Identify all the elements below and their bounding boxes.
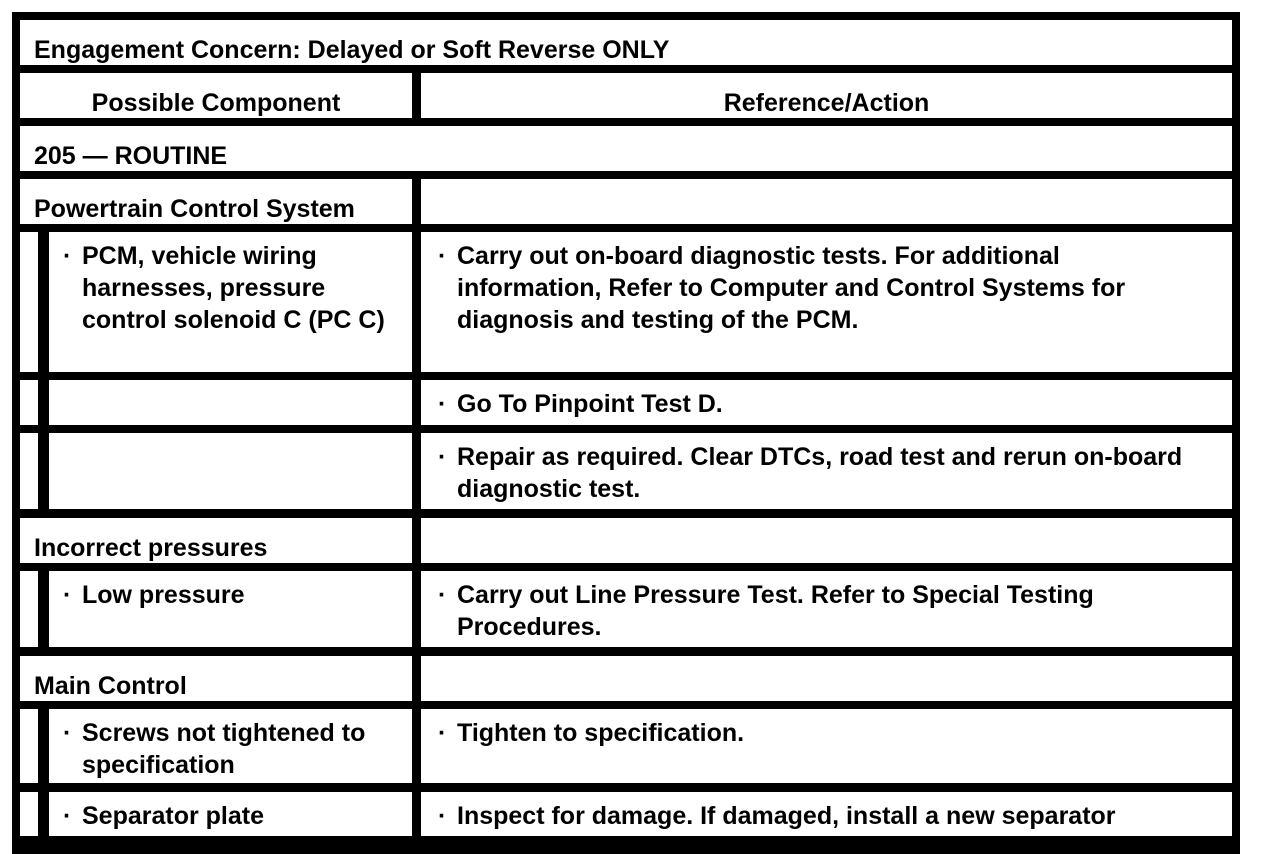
bullet: ·	[63, 802, 72, 830]
table-row-action	[421, 709, 1232, 783]
component-text: Low pressure	[82, 581, 245, 609]
indent-cell	[20, 232, 38, 372]
table-row-component	[49, 433, 412, 509]
table-row-action	[421, 232, 1232, 372]
table-row-action	[421, 433, 1232, 509]
action-text: Repair as required. Clear DTCs, road test and rerun on-board diagnostic test.	[457, 443, 1183, 503]
table-row-component	[49, 571, 412, 647]
indent-cell	[20, 792, 38, 836]
action-text: Inspect for damage. If damaged, install a new separator	[457, 802, 1116, 830]
bullet: ·	[438, 581, 447, 609]
header-possible-component	[20, 73, 412, 118]
action-text: Carry out on-board diagnostic tests. For additional information, Refer to Computer and Control Systems for diagnosis and testing of the PCM.	[457, 242, 1126, 334]
group-action-empty	[421, 179, 1232, 224]
bullet: ·	[438, 719, 447, 747]
bullet: ·	[438, 242, 447, 270]
table-row-component	[49, 792, 412, 836]
group-name: Incorrect pressures	[34, 534, 268, 562]
section-row	[20, 126, 1232, 171]
indent-cell	[20, 571, 38, 647]
group-powertrain-control-system	[20, 179, 412, 224]
bullet: ·	[63, 581, 72, 609]
section-label: 205 — ROUTINE	[34, 142, 228, 170]
component-text: PCM, vehicle wiring harnesses, pressure control solenoid C (PC C)	[82, 242, 385, 334]
table-title-text: Engagement Concern: Delayed or Soft Reverse ONLY	[34, 36, 670, 64]
action-text: Carry out Line Pressure Test. Refer to Special Testing Procedures.	[457, 581, 1094, 641]
indent-cell	[20, 709, 38, 783]
table-row-component	[49, 232, 412, 372]
group-action-empty	[421, 656, 1232, 701]
table-title	[20, 20, 1232, 65]
header-action-label: Reference/Action	[723, 89, 930, 117]
bullet: ·	[438, 390, 447, 418]
action-text: Go To Pinpoint Test D.	[457, 390, 723, 418]
header-component-label: Possible Component	[91, 89, 341, 117]
group-incorrect-pressures	[20, 518, 412, 563]
table-row-component	[49, 709, 412, 783]
component-text: Screws not tightened to specification	[82, 719, 366, 779]
table-row-action	[421, 380, 1232, 425]
table-row-component	[49, 380, 412, 425]
header-reference-action	[421, 73, 1232, 118]
table-row-action	[421, 792, 1232, 836]
group-main-control	[20, 656, 412, 701]
bullet: ·	[63, 719, 72, 747]
group-name: Main Control	[34, 672, 187, 700]
group-name: Powertrain Control System	[34, 195, 355, 223]
group-action-empty	[421, 518, 1232, 563]
bullet: ·	[438, 802, 447, 830]
bullet: ·	[63, 242, 72, 270]
indent-cell	[20, 380, 38, 425]
diagnostic-table	[12, 12, 1240, 854]
table-row-action	[421, 571, 1232, 647]
component-text: Separator plate	[82, 802, 265, 830]
indent-cell	[20, 433, 38, 509]
action-text: Tighten to specification.	[457, 719, 745, 747]
bullet: ·	[438, 443, 447, 471]
